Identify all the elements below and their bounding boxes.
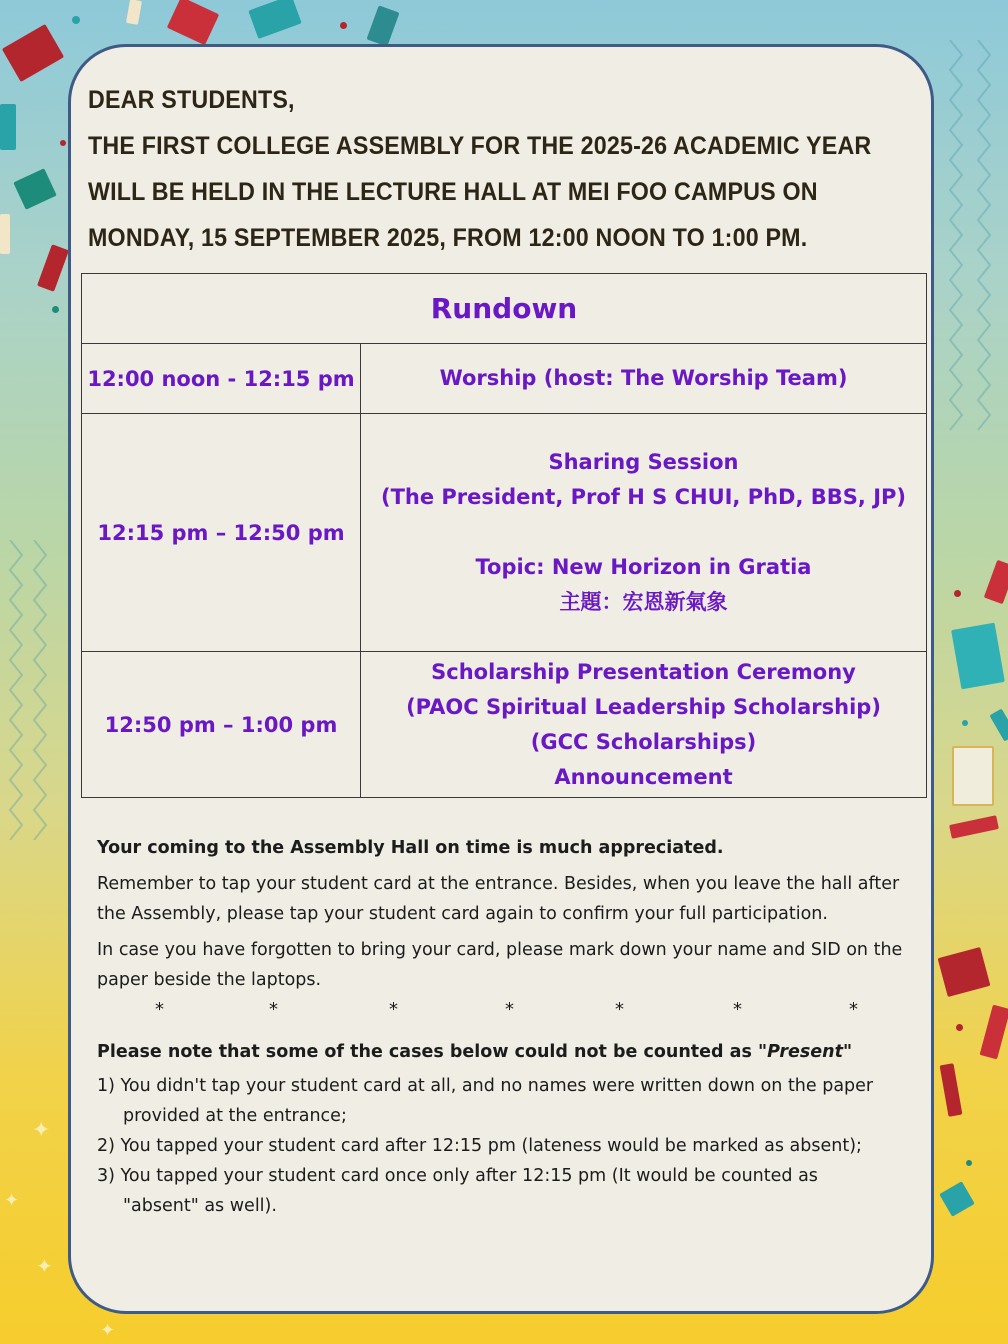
book-icon [989,709,1008,742]
heading-line: MONDAY, 15 SEPTEMBER 2025, FROM 12:00 NOON TO 1:00 PM. [88,224,808,252]
announcement-heading [88,77,934,261]
divider-star: * [155,999,164,1020]
confetti-dot [72,16,80,24]
activity-line: Scholarship Presentation Ceremony [431,659,856,684]
divider-star: * [615,999,624,1020]
divider-star: * [269,999,278,1020]
rundown-activity [361,344,927,414]
zigzag-pattern [936,40,1008,440]
forgotten-card-note: In case you have forgotten to bring your card, please mark down your name and SID on the paper beside the laptops. [97,940,903,990]
present-note [97,1035,927,1069]
present-note-text: Please note that some of the cases below could not be counted as [97,1042,758,1062]
activity-line: (GCC Scholarships) [530,729,757,754]
zigzag-pattern [0,540,68,840]
book-icon [984,560,1008,604]
heading-line: DEAR STUDENTS, [88,86,295,114]
activity-line: Worship (host: The Worship Team) [439,366,848,390]
book-icon [938,947,991,997]
book-icon [248,0,301,39]
rundown-activity [361,414,927,652]
book-icon [0,214,10,254]
book-icon [939,1181,975,1217]
confetti-dot [954,590,961,597]
divider-star: * [505,999,514,1020]
notes-section [97,833,927,1221]
book-icon [367,5,400,46]
heading-line: WILL BE HELD IN THE LECTURE HALL AT MEI FOO CAMPUS ON [88,178,818,206]
table-row [82,414,927,652]
rundown-time: 12:00 noon - 12:15 pm [82,344,361,414]
book-icon [13,168,56,210]
star-icon: ✦ [4,1190,20,1211]
activity-line: (PAOC Spiritual Leadership Scholarship) [406,694,881,719]
case-item: 2) You tapped your student card after 12:15 pm (lateness would be marked as absent); [97,1136,862,1156]
case-item: 1) You didn't tap your student card at all, and no names were written down on the paper provided at the entrance; [97,1076,874,1126]
book-icon [949,815,999,839]
activity-line: (The President, Prof H S CHUI, PhD, BBS, JP) [380,485,907,509]
book-icon [126,0,142,25]
star-icon: ✦ [32,1118,51,1143]
book-icon [951,623,1005,690]
table-row [82,344,927,414]
book-icon [167,0,219,45]
divider-star: * [389,999,398,1020]
activity-line: Topic: New Horizon in Gratia [475,555,812,579]
confetti-dot [962,720,968,726]
star-icon: ✦ [100,1320,116,1341]
activity-line: Sharing Session [548,450,739,474]
divider-star: * [733,999,742,1020]
confetti-dot [966,1160,972,1166]
star-icon: ✦ [36,1254,53,1278]
rundown-time: 12:15 pm – 12:50 pm [82,414,361,652]
case-item: 3) You tapped your student card once only after 12:15 pm (It would be counted as "absent" as well). [97,1166,818,1216]
activity-line: Announcement [554,764,733,789]
book-icon [952,746,994,806]
book-icon [0,104,16,150]
rundown-time: 12:50 pm – 1:00 pm [82,652,361,798]
tap-card-note: Remember to tap your student card at the entrance. Besides, when you leave the hall after the Assembly, please tap your student card again to confirm your full participation. [97,874,900,924]
rundown-table [81,273,927,798]
confetti-dot [52,306,59,313]
activity-line [361,515,926,550]
confetti-dot [956,1024,963,1031]
table-row [82,652,927,798]
confetti-dot [60,140,66,146]
star-divider [97,995,927,1035]
present-word: "Present" [757,1042,853,1062]
book-icon [2,24,64,82]
announcement-card [68,44,934,1314]
rundown-title: Rundown [82,274,927,344]
on-time-note: Your coming to the Assembly Hall on time is much appreciated. [97,838,724,858]
confetti-dot [340,22,347,29]
heading-line: THE FIRST COLLEGE ASSEMBLY FOR THE 2025-26 ACADEMIC YEAR [88,132,872,160]
book-icon [940,1063,963,1117]
rundown-activity [361,652,927,798]
book-icon [980,1005,1008,1060]
divider-star: * [849,999,858,1020]
book-icon [37,244,69,292]
activity-line: 主題：宏恩新氣象 [559,590,728,614]
